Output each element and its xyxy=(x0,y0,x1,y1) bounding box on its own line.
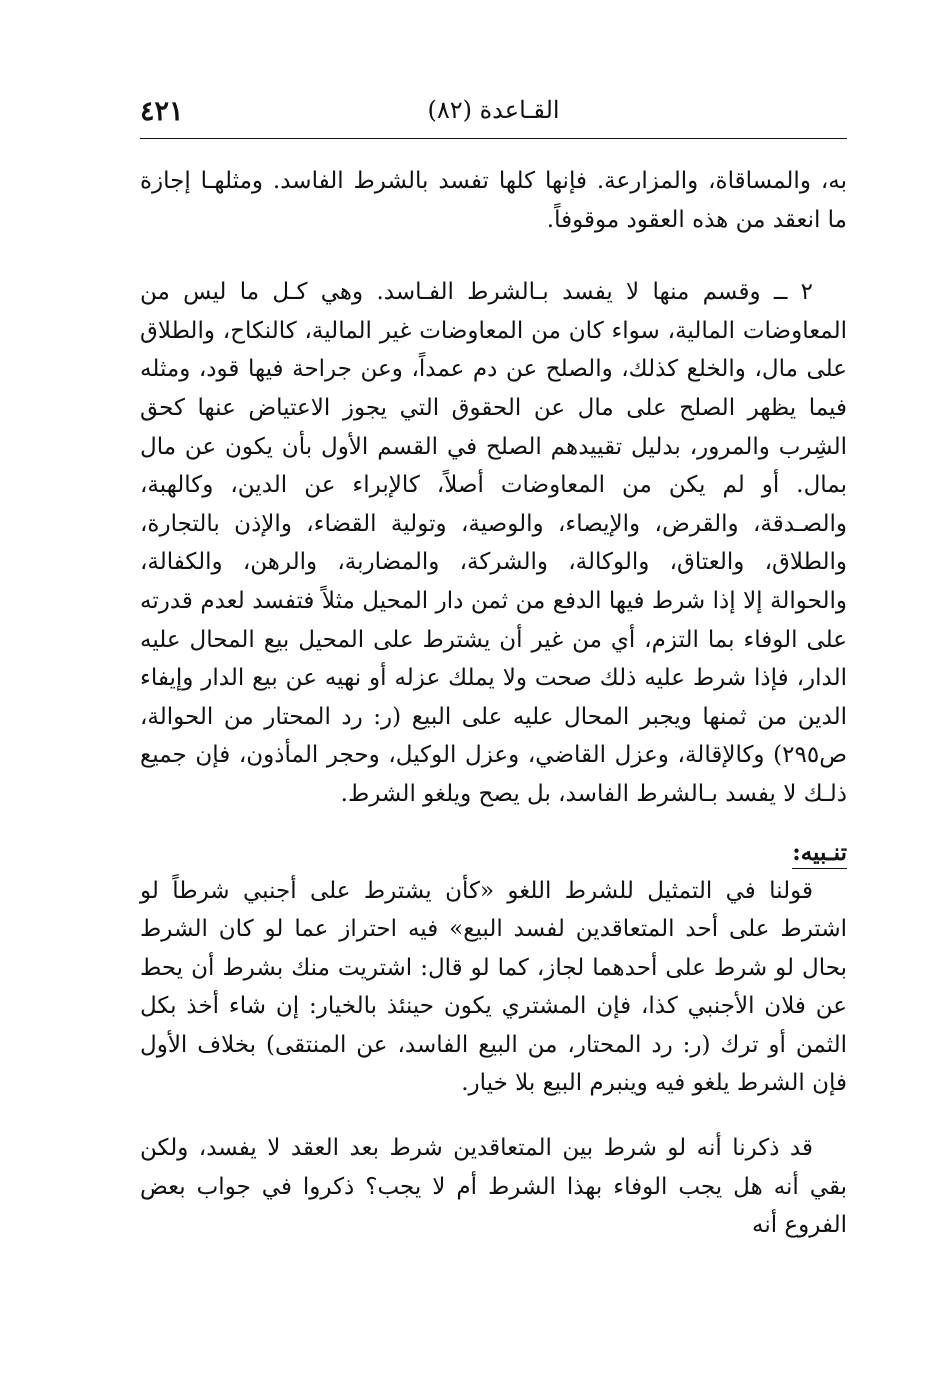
notice-heading-text: تنـبيه: xyxy=(792,839,847,869)
running-title: القـاعدة (٨٢) xyxy=(427,96,560,124)
page-body xyxy=(140,162,847,1245)
paragraph-section-2: ٢ ــ وقسم منها لا يفسد بـالشرط الفـاسد. وهي كـل ما ليس من المعاوضات المالية، سواء كان من المعاوضات غير المالية، كالنكاح، والطلاق على مال، والخلع كذلك، والصلح عن دم عمداً، وعن جراحة فيها قود، ومثله فيما يظهر الصلح على مال عن الحقوق التي يجوز الاعتياض عنها كحق الشِرب والمرور، بدليل تقييدهم الصلح في القسم الأول بأن يكون عن مال بمال. أو لم يكن من المعاوضات أصلاً، كالإبراء عن الدين، وكالهبة، والصـدقة، والقرض، والإيصاء، والوصية، وتولية القضاء، والإذن بالتجارة، والطلاق، والعتاق، والوكالة، والشركة، والمضاربة، والرهن، والكفالة، والحوالة إلا إذا شرط فيها الدفع من ثمن دار المحيل مثلاً فتفسد لعدم قدرته على الوفاء بما التزم، أي من غير أن يشترط على المحيل بيع المحال عليه الدار، فإذا شرط عليه ذلك صحت ولا يملك عزله أو نهيه عن بيع الدار وإيفاء الدين من ثمنها ويجبر المحال عليه على البيع (ر: رد المحتار من الحوالة، ص٢٩٥) وكالإقالة، وعزل القاضي، وعزل الوكيل، وحجر المأذون، فإن جميع ذلـك لا يفسد بـالشرط الفاسد، بل يصح ويلغو الشرط. xyxy=(140,279,847,807)
notice-heading xyxy=(140,834,847,872)
paragraph-notice: قولنا في التمثيل للشرط اللغو «كأن يشترط على أجنبي شرطاً لو اشترط على أحد المتعاقدين لفسد البيع» فيه احتراز عما لو كان الشرط بحال لو شرط على أحدهما لجاز، كما لو قال: اشتريت منك بشرط أن يحط عن فلان الأجنبي كذا، فإن المشتري يكون حينئذ بالخيار: إن شاء أخذ بكل الثمن أو ترك (ر: رد المحتار، من البيع الفاسد، عن المنتقى) بخلاف الأول فإن الشرط يلغو فيه وينبرم البيع بلا خيار. xyxy=(140,877,848,1097)
header-rule xyxy=(140,138,847,139)
page-number: ٤٢١ xyxy=(140,96,184,127)
paragraph-continuation: به، والمساقاة، والمزارعة. فإنها كلها تفسد بالشرط الفاسد. ومثلهـا إجازة ما انعقد من هذه العقود موقوفاً. xyxy=(140,168,847,233)
page-header xyxy=(140,92,847,132)
book-page xyxy=(140,92,848,1239)
paragraph-final: قد ذكرنا أنه لو شرط بين المتعاقدين شرط بعد العقد لا يفسد، ولكن بقي أنه هل يجب الوفاء بهذا الشرط أم لا يجب؟ ذكروا في جواب بعض الفروع أنه xyxy=(140,1135,847,1239)
